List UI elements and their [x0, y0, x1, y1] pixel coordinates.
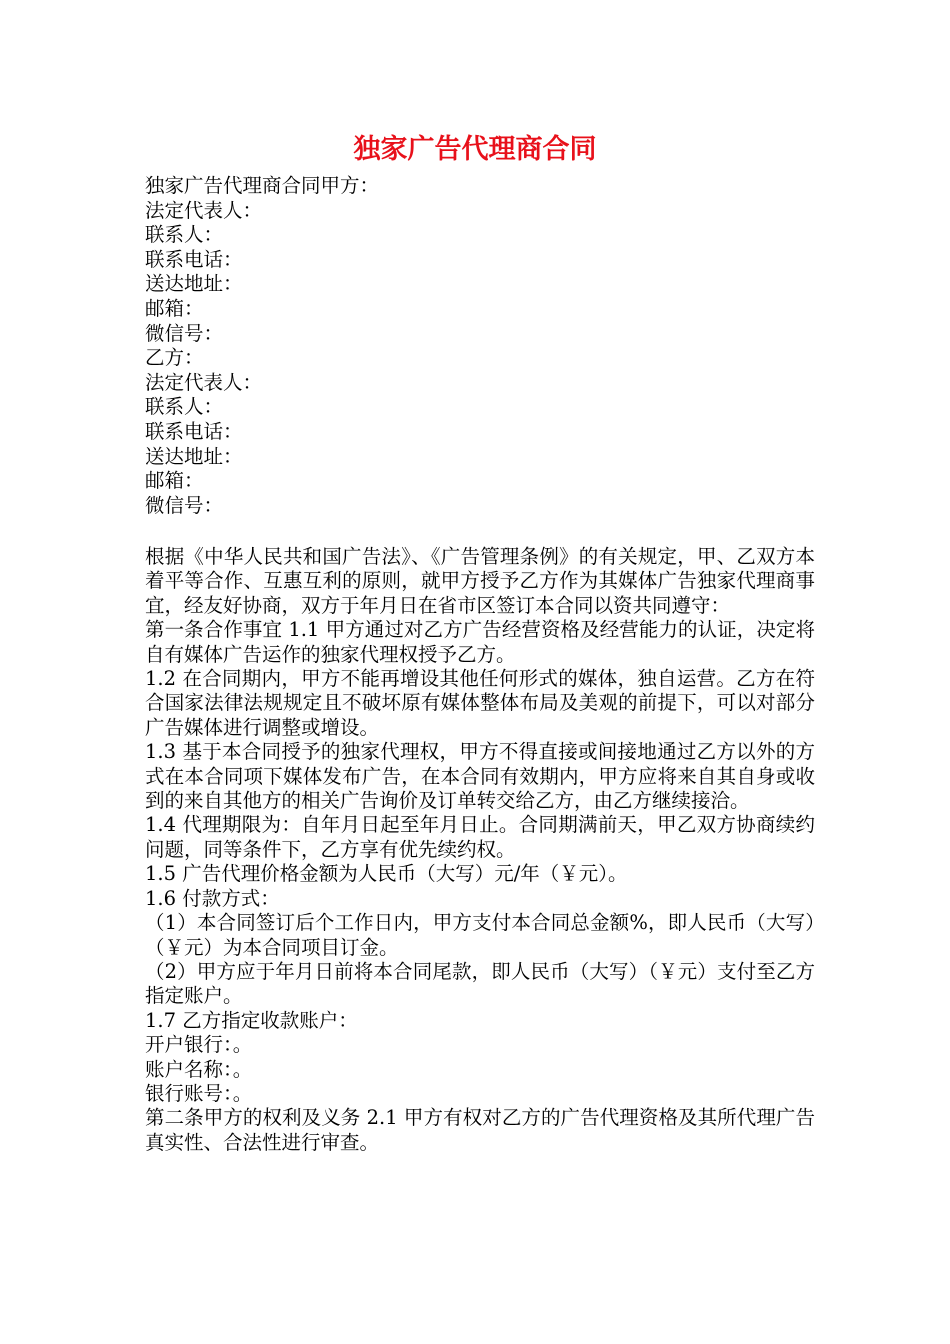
party-info-line: 送达地址：: [145, 272, 243, 296]
contract-paragraph: （1）本合同签订后个工作日内，甲方支付本合同总金额%，即人民币（大写）（￥元）为本合同项目订金。: [145, 911, 815, 959]
party-info-line: 联系电话：: [145, 419, 243, 443]
contract-paragraph: 第二条甲方的权利及义务 2.1 甲方有权对乙方的广告代理资格及其所代理广告真实性、合法性进行审查。: [145, 1106, 815, 1154]
party-info-line: 独家广告代理商合同甲方：: [145, 174, 380, 197]
party-info-line: 微信号：: [145, 493, 224, 517]
party-info-line: 乙方：: [145, 346, 204, 370]
contract-paragraph: 根据《中华人民共和国广告法》、《广告管理条例》的有关规定，甲、乙双方本着平等合作、互惠互利的原则，就甲方授予乙方作为其媒体广告独家代理商事宜，经友好协商，双方于年月日在省市区签订本合同以资共同遵守：: [145, 545, 815, 617]
contract-paragraph: 第一条合作事宜 1.1 甲方通过对乙方广告经营资格及经营能力的认证，决定将自有媒体广告运作的独家代理权授予乙方。: [145, 618, 815, 666]
contract-paragraph: 银行账号：。: [145, 1081, 253, 1105]
party-info-line: 邮箱：: [145, 469, 204, 493]
contract-paragraph: 1.6 付款方式：: [145, 886, 280, 910]
party-info-line: 送达地址：: [145, 444, 243, 468]
contract-paragraph: 开户银行：。: [145, 1033, 253, 1057]
party-info-line: 联系人：: [145, 223, 224, 247]
party-info-block: [145, 174, 815, 518]
contract-paragraph: 1.5 广告代理价格金额为人民币（大写）元/年（￥元）。: [145, 862, 628, 886]
contract-paragraph: 1.7 乙方指定收款账户：: [145, 1008, 358, 1032]
contract-paragraph: 1.4 代理期限为：自年月日起至年月日止。合同期满前天，甲乙双方协商续约问题，同等条件下，乙方享有优先续约权。: [145, 813, 815, 861]
contract-paragraph: 账户名称：。: [145, 1057, 253, 1081]
party-info-line: 微信号：: [145, 321, 224, 345]
party-info-line: 法定代表人：: [145, 370, 263, 394]
contract-paragraph: 1.3 基于本合同授予的独家代理权，甲方不得直接或间接地通过乙方以外的方式在本合同项下媒体发布广告，在本合同有效期内，甲方应将来自其自身或收到的来自其他方的相关广告询价及订单转交给乙方，由乙方继续接洽。: [145, 740, 815, 813]
party-info-line: 联系人：: [145, 395, 224, 419]
party-info-line: 法定代表人：: [145, 198, 263, 222]
party-info-line: 邮箱：: [145, 296, 204, 320]
contract-paragraph: （2）甲方应于年月日前将本合同尾款，即人民币（大写）（￥元）支付至乙方指定账户。: [145, 959, 815, 1008]
party-info-line: 联系电话：: [145, 247, 243, 271]
document-title: 独家广告代理商合同: [353, 134, 597, 165]
contract-body: [145, 545, 815, 1155]
contract-paragraph: 1.2 在合同期内，甲方不能再增设其他任何形式的媒体，独自运营。乙方在符合国家法律法规规定且不破坏原有媒体整体布局及美观的前提下，可以对部分广告媒体进行调整或增设。: [145, 667, 815, 739]
